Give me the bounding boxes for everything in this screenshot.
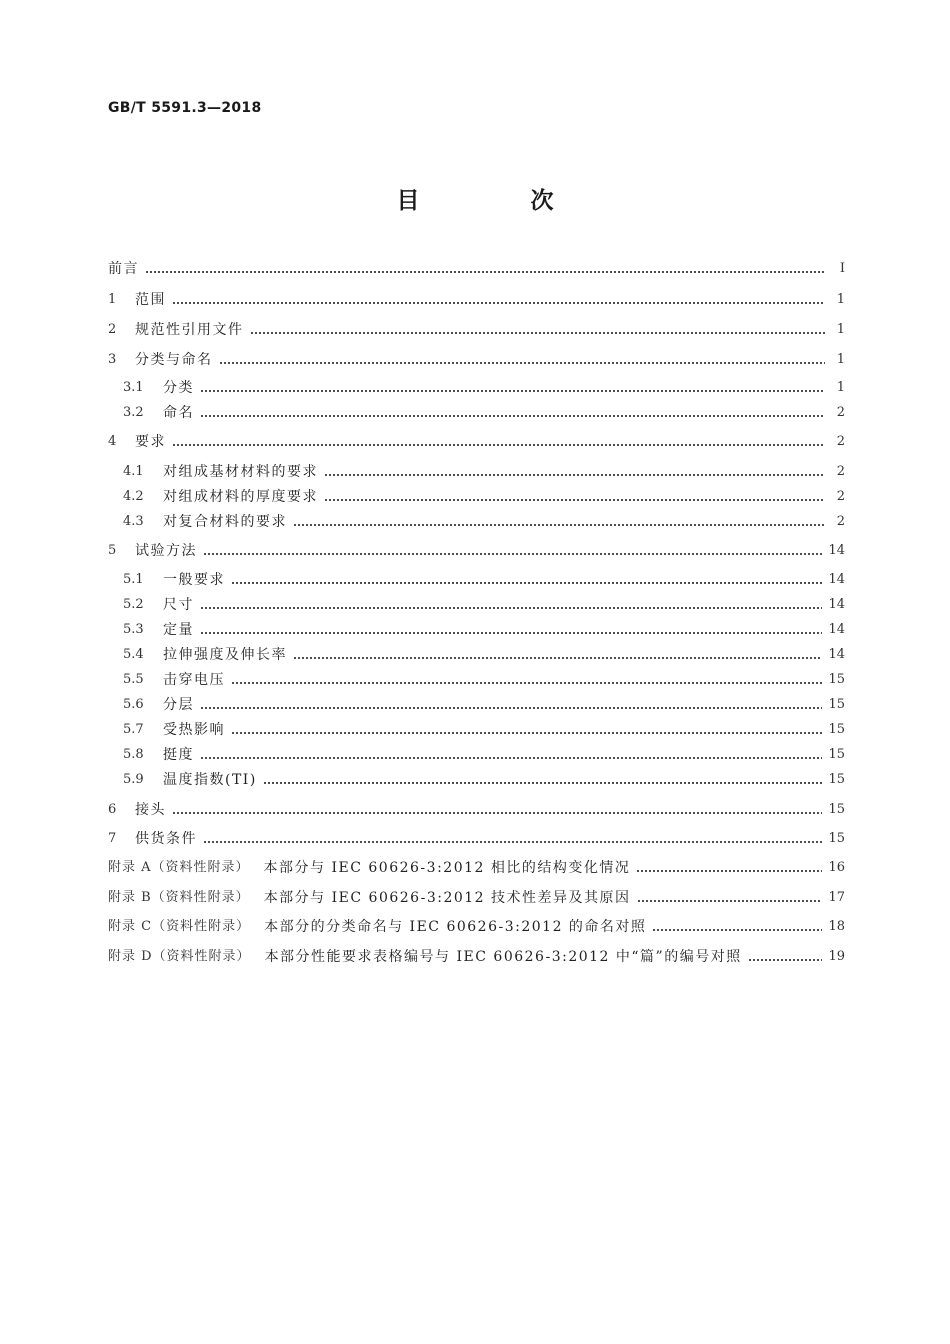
toc-leader-dots [250, 319, 826, 341]
toc-entry-page: 15 [828, 772, 845, 787]
toc-entry-number: 5.1 [123, 572, 144, 587]
toc-entry-label: 本部分与 IEC 60626-3:2012 技术性差异及其原因 [263, 890, 631, 906]
toc-entry-4-1[interactable] [123, 461, 845, 483]
toc-entry-page: Ⅰ [839, 261, 845, 276]
toc-entry-label: 范围 [135, 292, 166, 308]
toc-entry-5-7[interactable] [123, 719, 845, 741]
toc-leader-dots [172, 289, 825, 311]
toc-entry-1[interactable] [108, 289, 845, 311]
toc-entry-label: 规范性引用文件 [135, 322, 244, 338]
toc-leader-dots [200, 619, 822, 641]
toc-entry-number: 5.8 [123, 747, 144, 762]
toc-entry-page: 15 [828, 802, 845, 817]
toc-entry-number: 3.2 [123, 405, 144, 420]
toc-entry-label: 拉伸强度及伸长率 [163, 647, 287, 663]
toc-entry-number: 附录 D（资料性附录） [108, 949, 251, 964]
toc-leader-dots [231, 719, 822, 741]
toc-entry-number: 附录 A（资料性附录） [108, 860, 250, 875]
toc-title: 目 次 [396, 188, 598, 214]
toc-entry-label: 温度指数(TI) [163, 772, 257, 788]
toc-entry-page: 2 [836, 464, 845, 479]
toc-entry-page: 14 [828, 622, 845, 637]
toc-entry-5-3[interactable] [123, 619, 845, 641]
toc-leader-dots [200, 744, 822, 766]
toc-entry-label: 本部分性能要求表格编号与 IEC 60626-3:2012 中“篇”的编号对照 [264, 949, 742, 965]
toc-leader-dots [748, 946, 823, 968]
toc-entry-page: 14 [828, 572, 845, 587]
toc-entry-number: 1 [108, 292, 117, 307]
toc-entry-6[interactable] [108, 799, 845, 821]
toc-entry-number: 4.3 [123, 514, 144, 529]
toc-entry-label: 一般要求 [163, 572, 225, 588]
toc-entry-label: 接头 [135, 802, 166, 818]
toc-entry-number: 5.6 [123, 697, 144, 712]
toc-entry-page: 14 [828, 647, 845, 662]
toc-entry-appendix-a[interactable] [108, 857, 845, 879]
toc-entry-3[interactable] [108, 349, 845, 371]
toc-entry-7[interactable] [108, 828, 845, 850]
toc-entry-number: 5.3 [123, 622, 144, 637]
toc-entry-appendix-b[interactable] [108, 887, 845, 909]
toc-entry-number: 4.1 [123, 464, 144, 479]
toc-entry-label: 对复合材料的要求 [163, 514, 287, 530]
toc-leader-dots [324, 486, 825, 508]
toc-entry-number: 5.7 [123, 722, 144, 737]
toc-leader-dots [219, 349, 826, 371]
toc-entry-5-4[interactable] [123, 644, 845, 666]
toc-entry-page: 1 [836, 352, 845, 367]
toc-entry-label: 本部分的分类命名与 IEC 60626-3:2012 的命名对照 [264, 919, 647, 935]
toc-leader-dots [293, 644, 822, 666]
toc-entry-label: 对组成基材材料的要求 [163, 464, 318, 480]
toc-entry-5-8[interactable] [123, 744, 845, 766]
toc-entry-page: 1 [836, 292, 845, 307]
toc-entry-number: 附录 B（资料性附录） [108, 890, 250, 905]
toc-leader-dots [293, 511, 825, 533]
toc-entry-number: 5.4 [123, 647, 144, 662]
toc-entry-page: 2 [836, 434, 845, 449]
toc-entry-label: 分类与命名 [135, 352, 213, 368]
toc-entry-page: 16 [828, 860, 845, 875]
toc-entry-number: 5.5 [123, 672, 144, 687]
toc-entry-5-1[interactable] [123, 569, 845, 591]
toc-leader-dots [145, 258, 825, 280]
toc-entry-number: 5.9 [123, 772, 144, 787]
toc-entry-number: 5 [108, 543, 117, 558]
toc-entry-number: 3.1 [123, 380, 144, 395]
toc-entry-label: 命名 [163, 405, 194, 421]
toc-entry-page: 14 [828, 543, 845, 558]
toc-entry-5-5[interactable] [123, 669, 845, 691]
toc-entry-appendix-d[interactable] [108, 946, 845, 968]
toc-entry-label: 供货条件 [135, 831, 197, 847]
toc-leader-dots [172, 799, 822, 821]
toc-entry-page: 15 [828, 672, 845, 687]
toc-leader-dots [200, 594, 822, 616]
toc-entry-label: 定量 [163, 622, 194, 638]
toc-leader-dots [231, 669, 822, 691]
toc-entry-number: 4.2 [123, 489, 144, 504]
toc-leader-dots [652, 916, 822, 938]
toc-leader-dots [200, 402, 825, 424]
toc-entry-label: 挺度 [163, 747, 194, 763]
toc-entry-4-2[interactable] [123, 486, 845, 508]
toc-leader-dots [172, 431, 825, 453]
toc-entry-page: 1 [836, 322, 845, 337]
toc-entry-page: 2 [836, 514, 845, 529]
toc-entry-2[interactable] [108, 319, 845, 341]
toc-entry-label: 尺寸 [163, 597, 194, 613]
toc-entry-page: 17 [828, 890, 845, 905]
toc-entry-appendix-c[interactable] [108, 916, 845, 938]
toc-entry-5-9[interactable] [123, 769, 845, 791]
toc-entry-page: 15 [828, 831, 845, 846]
toc-leader-dots [200, 694, 822, 716]
toc-leader-dots [200, 377, 825, 399]
toc-leader-dots [324, 461, 825, 483]
toc-entry-5-6[interactable] [123, 694, 845, 716]
toc-entry-number: 2 [108, 322, 117, 337]
toc-entry-number: 7 [108, 831, 117, 846]
toc-entry-page: 14 [828, 597, 845, 612]
toc-leader-dots [231, 569, 822, 591]
toc-entry-3-2[interactable] [123, 402, 845, 424]
toc-entry-4-3[interactable] [123, 511, 845, 533]
toc-entry-foreword[interactable] [108, 258, 845, 280]
toc-entry-page: 2 [836, 489, 845, 504]
toc-entry-label: 分层 [163, 697, 194, 713]
toc-entry-label: 要求 [135, 434, 166, 450]
toc-leader-dots [203, 540, 822, 562]
toc-entry-page: 15 [828, 697, 845, 712]
toc-entry-label: 受热影响 [163, 722, 225, 738]
toc-entry-page: 19 [828, 949, 845, 964]
toc-entry-3-1[interactable] [123, 377, 845, 399]
toc-entry-page: 15 [828, 722, 845, 737]
toc-leader-dots [636, 857, 822, 879]
toc-entry-page: 1 [836, 380, 845, 395]
toc-entry-label: 前言 [108, 261, 139, 277]
toc-entry-5[interactable] [108, 540, 845, 562]
toc-entry-label: 击穿电压 [163, 672, 225, 688]
toc-entry-4[interactable] [108, 431, 845, 453]
toc-entry-number: 6 [108, 802, 117, 817]
toc-leader-dots [637, 887, 823, 909]
toc-entry-page: 18 [828, 919, 845, 934]
document-code: GB/T 5591.3—2018 [108, 100, 262, 116]
toc-entry-number: 4 [108, 434, 117, 449]
toc-entry-page: 15 [828, 747, 845, 762]
toc-entry-label: 试验方法 [135, 543, 197, 559]
toc-entry-label: 分类 [163, 380, 194, 396]
toc-entry-number: 3 [108, 352, 117, 367]
toc-entry-number: 附录 C（资料性附录） [108, 919, 251, 934]
toc-leader-dots [263, 769, 823, 791]
toc-entry-5-2[interactable] [123, 594, 845, 616]
toc-leader-dots [203, 828, 822, 850]
toc-entry-number: 5.2 [123, 597, 144, 612]
toc-entry-page: 2 [836, 405, 845, 420]
toc-entry-label: 本部分与 IEC 60626-3:2012 相比的结构变化情况 [263, 860, 631, 876]
toc-entry-label: 对组成材料的厚度要求 [163, 489, 318, 505]
